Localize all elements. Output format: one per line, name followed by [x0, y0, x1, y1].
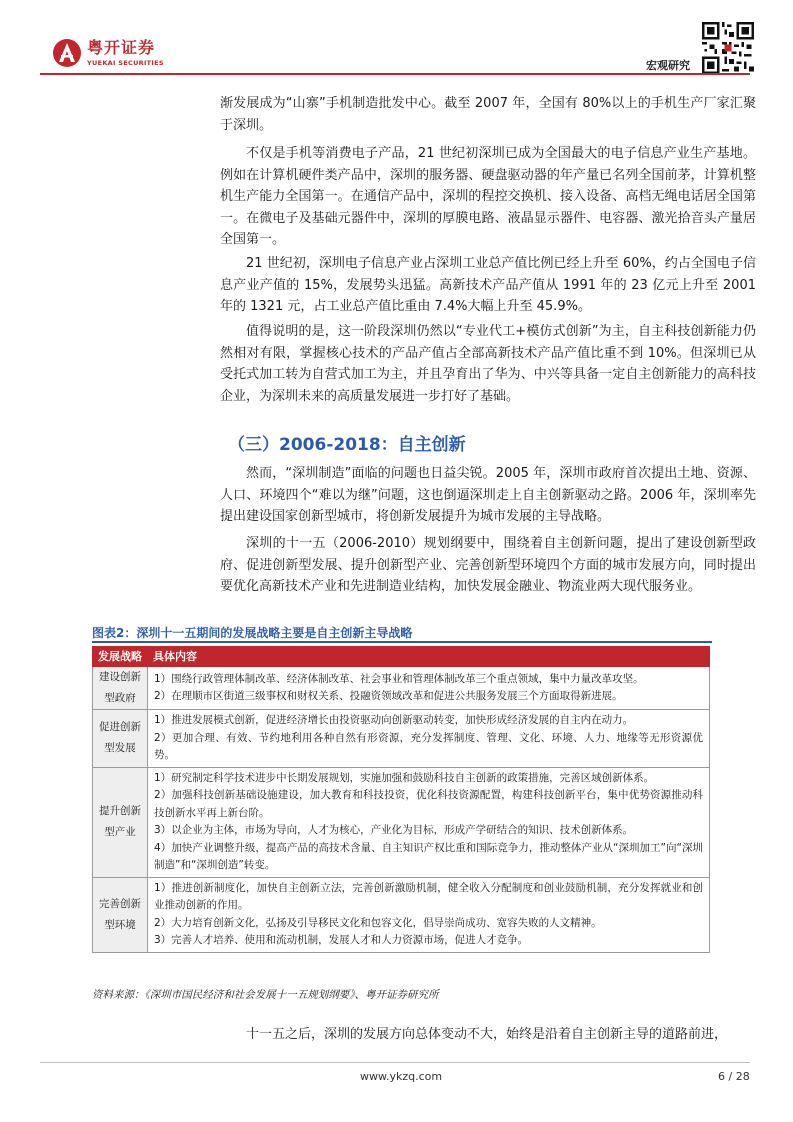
brand-name-cn: 粤开证券 — [87, 38, 156, 57]
strategy-item: 2）在理顺市区街道三级事权和财权关系、投融资领域改革和促进公共服务发展三个方面取得新进展。 — [154, 690, 623, 702]
body-paragraph: 十一五之后，深圳的发展方向总体变动不大，始终是沿着自主创新主导的道路前进， — [246, 1027, 728, 1042]
column-header-content: 具体内容 — [148, 647, 710, 667]
body-paragraph: 渐发展成为“山寨”手机制造批发中心。截至 2007 年，全国有 80%以上的手机生产厂家汇聚于深圳。 — [220, 96, 756, 133]
strategy-item: 4）加快产业调整升级，提高产品的高技术含量、自主知识产权比重和国际竞争力，推动整体产业从“深圳加工”向“深圳制造”和“深圳创造”转变。 — [154, 841, 703, 871]
body-paragraph: 深圳的十一五（2006-2010）规划纲要中，围绕着自主创新问题，提出了建设创新型政府、促进创新型发展、提升创新型产业、完善创新型环境四个方面的城市发展方向，同时提出要优化高新技术产业和先进制造业结构，加快发展金融业、物流业两大现代服务业。 — [220, 536, 756, 594]
figure-title-rule — [92, 641, 712, 643]
page-number: 6 / 28 — [718, 1070, 750, 1083]
strategy-item: 1）围绕行政管理体制改革、经济体制改革、社会事业和管理体制改革三个重点领域，集中力量改革攻坚。 — [154, 672, 644, 685]
strategy-item: 2）更加合理、有效、节约地利用各种自然有形资源，充分发挥制度、管理、文化、环境、人力、地缘等无形资源优势。 — [154, 731, 703, 761]
strategy-item: 1）推进发展模式创新，促进经济增长由投资驱动向创新驱动转变，加快形成经济发展的自主内在动力。 — [154, 714, 634, 726]
brand-name-en: YUEKAI SECURITIES — [87, 59, 164, 67]
table-row — [93, 877, 710, 952]
strategy-item: 3）完善人才培养、使用和流动机制，发展人才和人力资源市场，促进人才竞争。 — [154, 934, 529, 946]
strategy-item: 1）推进创新制度化，加快自主创新立法，完善创新激励机制，健全收入分配制度和创业鼓励机制，充分发挥就业和创业推动创新的作用。 — [154, 881, 703, 911]
header-divider — [40, 73, 750, 75]
body-paragraph: 21 世纪初，深圳电子信息产业占深圳工业总产值比例已经上升至 60%，约占全国电子信息产业产值的 15%，发展势头迅猛。高新技术产品产值从 1991 年的 23 亿元上升至 2001 年的 1321 元，占工业总产值比重由 7.4%大幅上升至 45.9%。 — [220, 256, 756, 314]
body-paragraph: 值得说明的是，这一阶段深圳仍然以“专业代工+模仿式创新”为主，自主科技创新能力仍然相对有限，掌握核心技术的产品产值占全部高新技术产品产值比重不到 10%。但深圳已从受托式加工转为自营式加工为主，并且孕育出了华为、中兴等具备一定自主创新能力的高科技企业，为深圳未来的高质量发展进一步打好了基础。 — [220, 324, 756, 404]
report-category-label: 宏观研究 — [646, 59, 690, 72]
strategy-content — [148, 710, 710, 768]
footer-website-link[interactable]: www.ykzq.com — [360, 1070, 443, 1083]
yuekai-logo-icon — [52, 38, 82, 68]
strategy-item: 2）大力培育创新文化，弘扬及引导移民文化和包容文化，倡导崇尚成功、宽容失败的人文精神。 — [154, 916, 602, 929]
table-row — [93, 667, 710, 710]
footer-divider — [40, 1062, 750, 1063]
strategy-content — [148, 667, 710, 710]
body-paragraph: 然而，“深圳制造”面临的问题也日益尖锐。2005 年，深圳市政府首次提出土地、资源、人口、环境四个“难以为继”问题，这也倒逼深圳走上自主创新驱动之路。2006 年，深圳率先提出建设国家创新型城市，将创新发展提升为城市发展的主导战略。 — [220, 466, 756, 524]
qr-code-icon — [702, 22, 754, 74]
strategy-category: 促进创新型发展 — [93, 710, 148, 768]
strategy-table — [92, 646, 710, 953]
strategy-item: 3）以企业为主体，市场为导向，人才为核心，产业化为目标，形成产学研结合的知识、技术创新体系。 — [154, 824, 634, 836]
strategy-item: 2）加强科技创新基础设施建设，加大教育和科技投资，优化科技资源配置，构建科技创新平台，集中优势资源推动科技创新水平再上新台阶。 — [154, 789, 703, 819]
strategy-category: 提升创新型产业 — [93, 767, 148, 877]
figure-source-note: 资料来源：《深圳市国民经济和社会发展十一五规划纲要》、粤开证券研究所 — [92, 989, 439, 1001]
column-header-strategy: 发展战略 — [93, 647, 148, 667]
figure-title: 图表2：深圳十一五期间的发展战略主要是自主创新主导战略 — [92, 626, 413, 640]
table-row — [93, 710, 710, 768]
strategy-category: 建设创新型政府 — [93, 667, 148, 710]
table-header-row — [93, 647, 710, 667]
body-paragraph: 不仅是手机等消费电子产品，21 世纪初深圳已成为全国最大的电子信息产业生产基地。例如在计算机硬件类产品中，深圳的服务器、硬盘驱动器的年产量已名列全国前茅，计算机整机生产能力全国第一。在通信产品中，深圳的程控交换机、接入设备、高档无绳电话居全国第一。在微电子及基础元器件中，深圳的厚膜电路、液晶显示器件、电容器、激光拾音头产量居全国第一。 — [220, 146, 756, 247]
strategy-content — [148, 877, 710, 952]
strategy-content — [148, 767, 710, 877]
strategy-item: 1）研究制定科学技术进步中长期发展规划，实施加强和鼓励科技自主创新的政策措施，完善区域创新体系。 — [154, 771, 655, 784]
strategy-category: 完善创新型环境 — [93, 877, 148, 952]
table-row — [93, 767, 710, 877]
section-heading: （三）2006-2018：自主创新 — [228, 435, 466, 455]
